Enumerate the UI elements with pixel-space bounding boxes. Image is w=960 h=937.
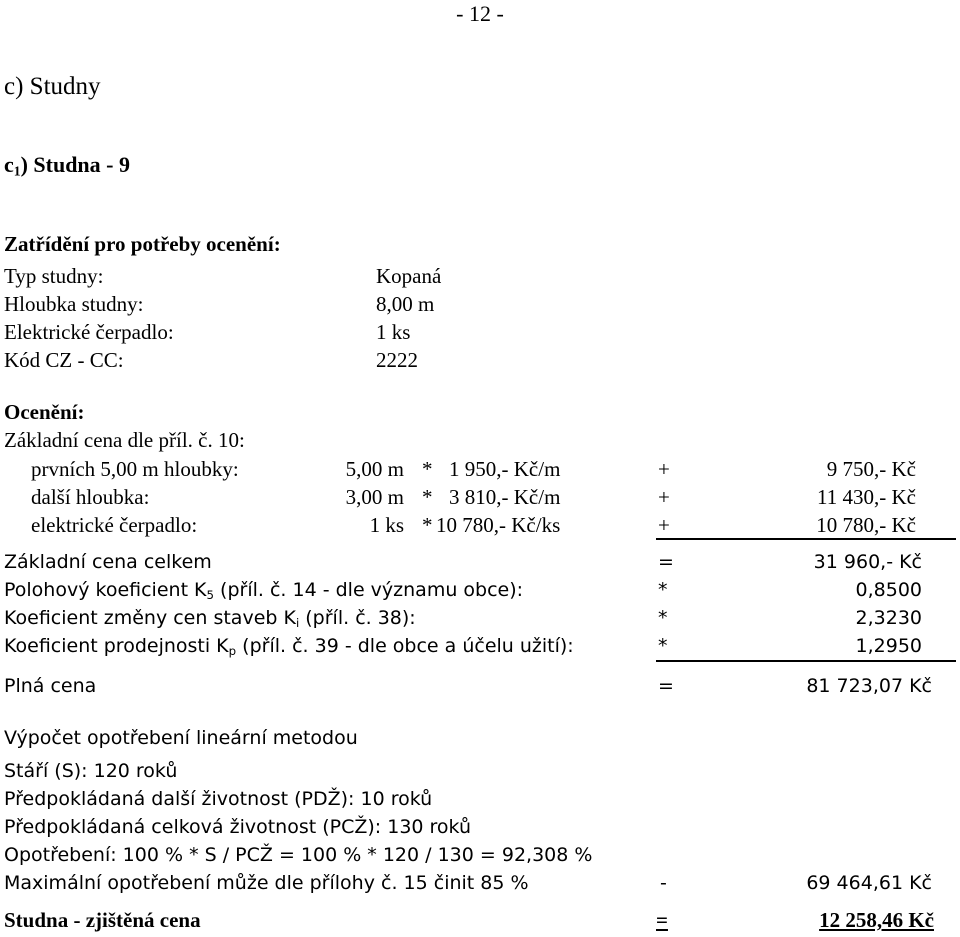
classification-value: 8,00 m bbox=[376, 292, 435, 316]
coefficient-value: 1,2950 bbox=[855, 635, 922, 657]
classification-value: 2222 bbox=[376, 348, 418, 372]
coefficient-value: 2,3230 bbox=[855, 607, 922, 629]
base-total-amount: 31 960,- Kč bbox=[813, 551, 922, 573]
full-price-amount: 81 723,07 Kč bbox=[806, 675, 932, 697]
item-qty: 3,00 m bbox=[345, 485, 404, 509]
max-depreciation-operator: - bbox=[660, 872, 667, 894]
depreciation-line: Opotřebení: 100 % * S / PCŽ = 100 % * 120 / 130 = 92,308 % bbox=[4, 844, 593, 866]
classification-label: Elektrické čerpadlo: bbox=[4, 320, 174, 344]
item-rate: 10 780,- Kč/ks bbox=[436, 513, 561, 537]
item-amount: 11 430,- Kč bbox=[817, 485, 916, 509]
coefficient-operator: * bbox=[658, 635, 668, 657]
classification-value: Kopaná bbox=[376, 264, 442, 288]
classification-label: Typ studny: bbox=[4, 264, 104, 288]
section-heading: c) Studny bbox=[4, 73, 101, 100]
coefficient-subscript: 5 bbox=[206, 587, 215, 602]
depreciation-line: Stáří (S): 120 roků bbox=[4, 760, 178, 782]
item-multiplier: * bbox=[422, 485, 433, 509]
classification-label: Hloubka studny: bbox=[4, 292, 144, 316]
max-depreciation-amount: 69 464,61 Kč bbox=[806, 872, 932, 894]
subsection-prefix: c bbox=[4, 152, 14, 177]
coefficient-label bbox=[4, 606, 416, 630]
item-multiplier: * bbox=[422, 513, 433, 537]
max-depreciation-label: Maximální opotřebení může dle přílohy č. 15 činit 85 % bbox=[4, 872, 529, 894]
item-rate: 3 810,- Kč/m bbox=[449, 485, 561, 509]
sum-rule bbox=[656, 660, 956, 662]
result-operator: = bbox=[656, 908, 668, 932]
item-operator: + bbox=[658, 485, 670, 509]
subsection-subscript: 1 bbox=[13, 163, 21, 179]
coefficient-subscript: i bbox=[295, 615, 300, 630]
item-amount: 9 750,- Kč bbox=[826, 457, 916, 481]
depreciation-line: Předpokládaná celková životnost (PCŽ): 130 roků bbox=[4, 816, 472, 838]
coefficient-text: (příl. č. 39 - dle obce a účelu užití): bbox=[236, 635, 574, 657]
coefficient-text: Polohový koeficient K bbox=[4, 579, 207, 601]
item-label: další hloubka: bbox=[31, 485, 150, 509]
base-total-label: Základní cena celkem bbox=[4, 551, 212, 573]
item-label: elektrické čerpadlo: bbox=[31, 513, 198, 537]
item-rate: 1 950,- Kč/m bbox=[449, 457, 561, 481]
coefficient-subscript: p bbox=[228, 643, 237, 658]
item-qty: 1 ks bbox=[369, 513, 404, 537]
coefficient-label bbox=[4, 578, 523, 602]
depreciation-heading: Výpočet opotřebení lineární metodou bbox=[4, 727, 358, 749]
coefficient-operator: * bbox=[658, 607, 668, 629]
sum-rule bbox=[656, 538, 956, 540]
item-label: prvních 5,00 m hloubky: bbox=[31, 457, 239, 481]
coefficient-text: (příl. č. 14 - dle významu obce): bbox=[214, 579, 524, 601]
valuation-heading: Ocenění: bbox=[4, 400, 85, 424]
coefficient-text: Koeficient prodejnosti K bbox=[4, 635, 229, 657]
page-number: - 12 - bbox=[456, 1, 504, 26]
item-operator: + bbox=[658, 513, 670, 537]
item-qty: 5,00 m bbox=[345, 457, 404, 481]
classification-value: 1 ks bbox=[376, 320, 411, 344]
full-price-label: Plná cena bbox=[4, 675, 97, 697]
base-total-operator: = bbox=[658, 551, 674, 573]
coefficient-label bbox=[4, 634, 574, 658]
base-price-label: Základní cena dle příl. č. 10: bbox=[4, 428, 245, 452]
depreciation-line: Předpokládaná další životnost (PDŽ): 10 roků bbox=[4, 788, 433, 810]
subsection-heading bbox=[4, 152, 130, 178]
item-operator: + bbox=[658, 457, 670, 481]
coefficient-operator: * bbox=[658, 579, 668, 601]
item-amount: 10 780,- Kč bbox=[816, 513, 916, 537]
subsection-title: ) Studna - 9 bbox=[20, 152, 130, 177]
item-multiplier: * bbox=[422, 457, 433, 481]
coefficient-text: Koeficient změny cen staveb K bbox=[4, 607, 296, 629]
coefficient-value: 0,8500 bbox=[855, 579, 922, 601]
full-price-operator: = bbox=[658, 675, 674, 697]
result-amount: 12 258,46 Kč bbox=[819, 908, 934, 932]
coefficient-text: (příl. č. 38): bbox=[299, 607, 416, 629]
classification-heading: Zatřídění pro potřeby ocenění: bbox=[4, 232, 281, 256]
classification-label: Kód CZ - CC: bbox=[4, 348, 124, 372]
result-label: Studna - zjištěná cena bbox=[4, 908, 201, 932]
